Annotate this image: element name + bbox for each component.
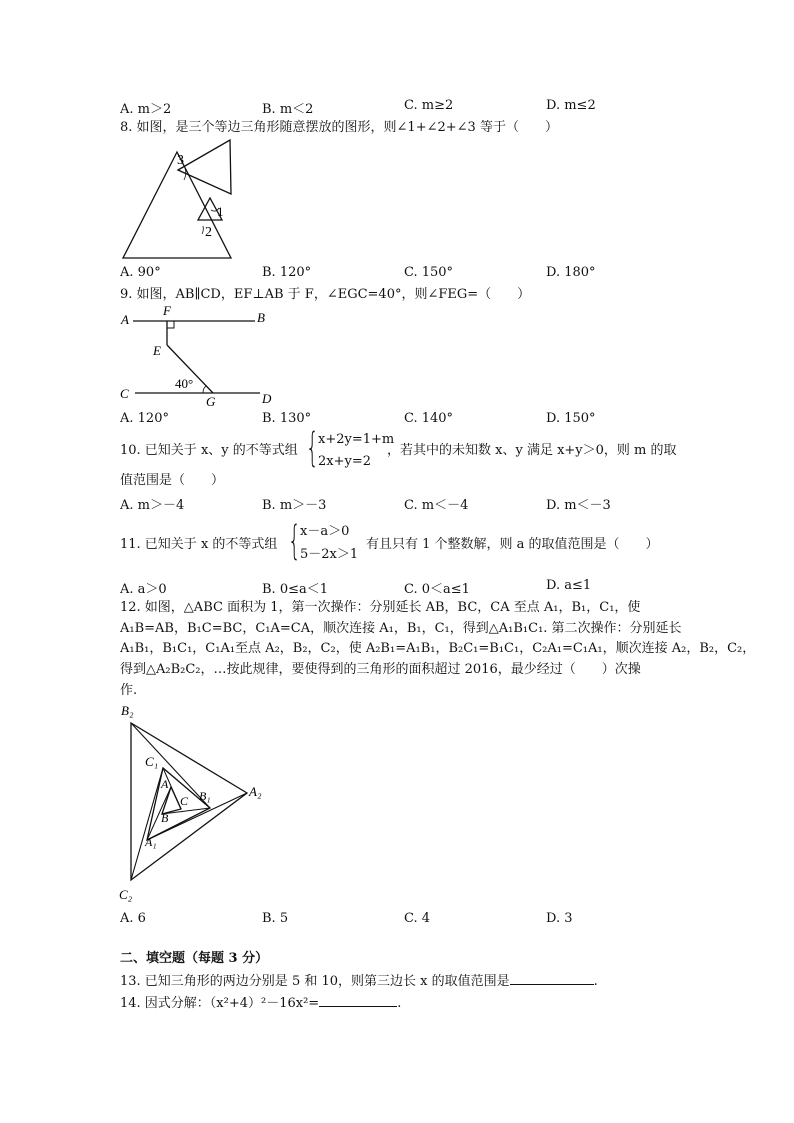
q11-option-b[interactable]: B. 0≤a＜1 <box>262 582 329 597</box>
q11-options <box>120 578 720 596</box>
q12-line-5: 作. <box>120 683 138 698</box>
q11-option-a[interactable]: A. a＞0 <box>120 582 167 597</box>
q11-brace: { <box>288 518 301 564</box>
q9-question: 9. 如图，AB∥CD，EF⊥AB 于 F，∠EGC=40°，则∠FEG=（ ） <box>120 287 531 302</box>
q10-eq1: x+2y=1+m <box>318 432 395 447</box>
q7-option-d[interactable]: D. m≤2 <box>546 98 596 113</box>
q12-options <box>120 911 720 929</box>
q10-option-a[interactable]: A. m＞－4 <box>120 498 185 513</box>
svg-text:B: B <box>161 811 169 825</box>
svg-text:A₂: A₂ <box>249 784 262 799</box>
svg-text:C₂: C₂ <box>119 887 133 902</box>
q9-figure <box>115 303 280 408</box>
q10-line2: 值范围是（ ） <box>120 473 225 488</box>
svg-text:C: C <box>180 794 189 808</box>
q12-line-4: 得到△A₂B₂C₂，…按此规律，要使得到的三角形的面积超过 2016，最少经过（ ）次操 <box>120 662 641 677</box>
q8-label-1: 1 <box>217 204 224 219</box>
svg-text:A: A <box>121 312 129 327</box>
q14-text: 14. 因式分解：（x²+4）²－16x²= <box>120 996 320 1011</box>
q11-option-d[interactable]: D. a≤1 <box>546 578 592 593</box>
q7-option-b[interactable]: B. m＜2 <box>262 102 314 117</box>
q7-option-c[interactable]: C. m≥2 <box>404 98 454 113</box>
svg-text:40°: 40° <box>175 376 194 391</box>
q9-option-a[interactable]: A. 120° <box>120 411 169 426</box>
q9-option-c[interactable]: C. 140° <box>404 411 454 426</box>
q13-question <box>120 972 598 991</box>
q10-options <box>120 494 720 512</box>
q12-option-d[interactable]: D. 3 <box>546 911 573 926</box>
q11-eq1: x－a＞0 <box>300 524 350 539</box>
q13-period: . <box>593 974 598 989</box>
q8-option-d[interactable]: D. 180° <box>546 265 596 280</box>
q14-question <box>120 994 401 1013</box>
q10-prefix: 10. 已知关于 x、y 的不等式组 <box>120 443 298 458</box>
q13-answer-blank[interactable] <box>510 972 594 985</box>
q12-option-b[interactable]: B. 5 <box>262 911 289 926</box>
q11-suffix: 有且只有 1 个整数解，则 a 的取值范围是（ ） <box>366 537 659 552</box>
section-2-title: 二、填空题（每题 3 分） <box>120 951 269 966</box>
q14-answer-blank[interactable] <box>319 994 397 1007</box>
q9-options <box>120 411 720 429</box>
svg-text:G: G <box>206 394 216 408</box>
svg-text:D: D <box>262 391 272 406</box>
svg-text:A: A <box>161 777 169 791</box>
q9-option-b[interactable]: B. 130° <box>262 411 312 426</box>
q10-eq2: 2x+y=2 <box>318 454 372 469</box>
q9-option-d[interactable]: D. 150° <box>546 411 596 426</box>
q8-option-b[interactable]: B. 120° <box>262 265 312 280</box>
svg-text:F: F <box>163 303 171 318</box>
q10-option-b[interactable]: B. m＞－3 <box>262 498 327 513</box>
q12-line-3: A₁B₁，B₁C₁，C₁A₁至点 A₂，B₂，C₂，使 A₂B₁=A₁B₁，B₂C₁=B₁C₁，C₂A₁=C₁A₁，顺次连接 A₂，B₂，C₂， <box>120 641 756 656</box>
q7-option-a[interactable]: A. m＞2 <box>120 102 172 117</box>
svg-text:B: B <box>257 310 265 325</box>
q8-figure <box>118 138 248 263</box>
q11-eq2: 5－2x＞1 <box>300 547 359 562</box>
q10-brace: { <box>306 425 319 471</box>
q11-prefix: 11. 已知关于 x 的不等式组 <box>120 537 278 552</box>
q7-options <box>120 98 720 116</box>
svg-text:E: E <box>153 343 161 358</box>
q8-option-c[interactable]: C. 150° <box>404 265 454 280</box>
q14-period: . <box>397 996 402 1011</box>
q8-options <box>120 265 720 283</box>
q8-option-a[interactable]: A. 90° <box>120 265 161 280</box>
q10-option-c[interactable]: C. m＜－4 <box>404 498 469 513</box>
q8-label-2: 2 <box>205 225 212 240</box>
svg-text:B₂: B₂ <box>121 703 134 718</box>
q8-question: 8. 如图，是三个等边三角形随意摆放的图形，则∠1+∠2+∠3 等于（ ） <box>120 120 558 135</box>
q12-figure <box>115 700 275 905</box>
q12-line-1: 12. 如图，△ABC 面积为 1，第一次操作：分别延长 AB，BC，CA 至点 A₁，B₁，C₁，使 <box>120 600 641 615</box>
q10-option-d[interactable]: D. m＜－3 <box>546 498 611 513</box>
svg-text:B₁: B₁ <box>199 789 211 803</box>
q13-text: 13. 已知三角形的两边分别是 5 和 10，则第三边长 x 的取值范围是 <box>120 974 510 989</box>
q8-label-3: 3 <box>177 153 184 168</box>
q12-line-2: A₁B=AB，B₁C=BC，C₁A=CA，顺次连接 A₁，B₁，C₁，得到△A₁B₁C₁. 第二次操作：分别延长 <box>120 621 682 636</box>
q8-top-triangle <box>178 140 231 194</box>
q12-option-c[interactable]: C. 4 <box>404 911 431 926</box>
svg-text:C₁: C₁ <box>145 754 159 769</box>
svg-text:A₁: A₁ <box>145 835 157 849</box>
q11-option-c[interactable]: C. 0＜a≤1 <box>404 582 470 597</box>
q10-suffix: ，若其中的未知数 x、y 满足 x+y＞0，则 m 的取 <box>387 443 677 458</box>
svg-text:C: C <box>120 386 129 401</box>
q12-option-a[interactable]: A. 6 <box>120 911 146 926</box>
